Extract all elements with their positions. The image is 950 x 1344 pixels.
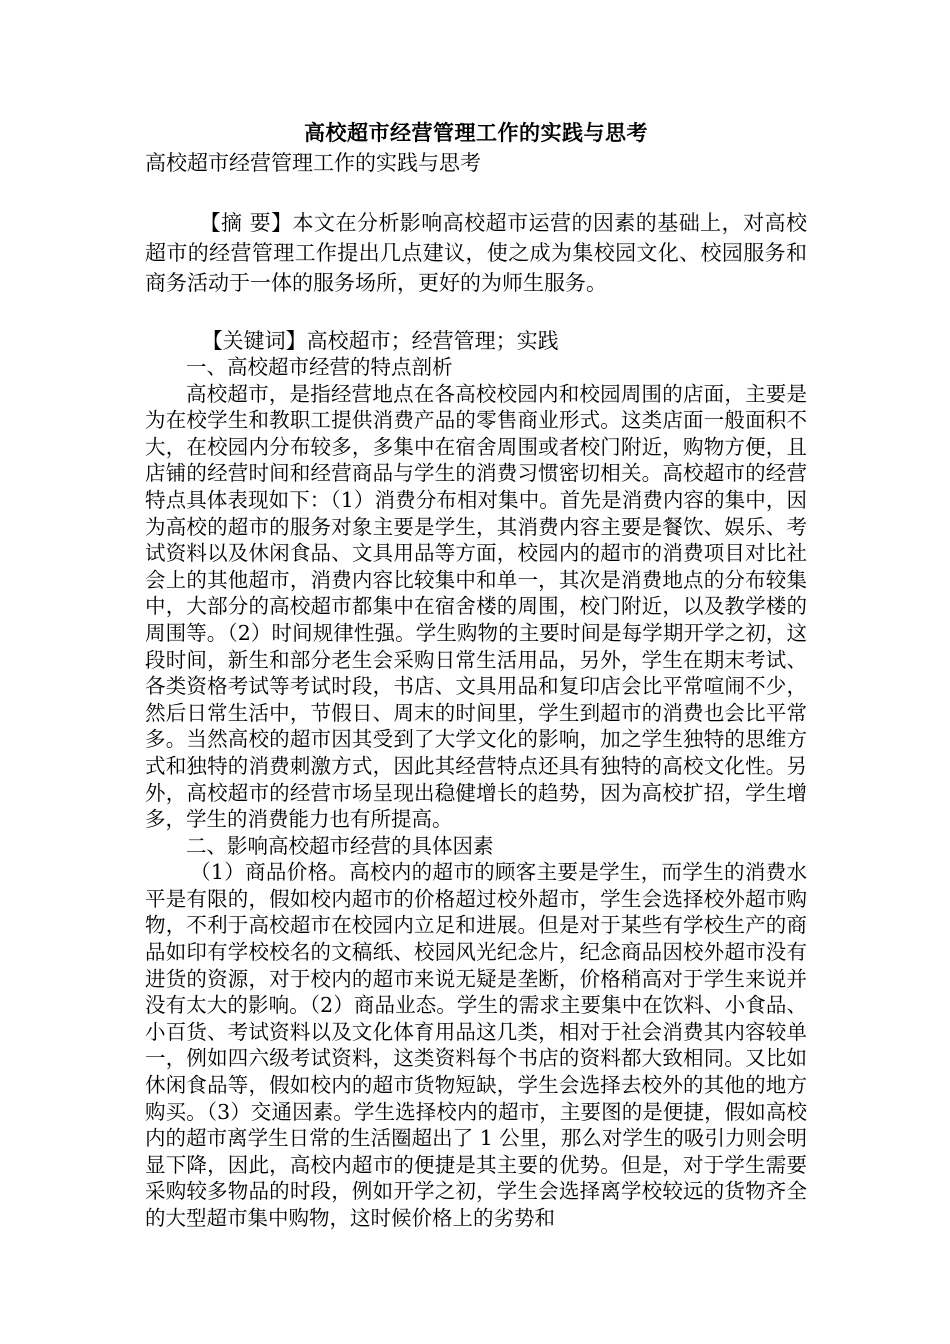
section-2-paragraph: （1）商品价格。高校内的超市的顾客主要是学生，而学生的消费水平是有限的，假如校内超市的价格超过校外超市，学生会选择校外超市购物，不利于高校超市在校园内立足和进展。但是对于某些有学校生产的商品如印有学校校名的文稿纸、校园风光纪念片，纪念商品因校外超市没有进货的资源，对于校内的超市来说无疑是垄断，价格稍高对于学生来说并没有太大的影响。（2）商品业态。学生的需求主要集中在饮料、小食品、小百货、考试资料以及文化体育用品这几类，相对于社会消费其内容较单一，例如四六级考试资料，这类资料每个书店的资料都大致相同。又比如休闲食品等，假如校内的超市货物短缺，学生会选择去校外的其他的地方购买。（3）交通因素。学生选择校内的超市，主要图的是便捷，假如高校内的超市离学生日常的生活圈超出了 1 公里，那么对学生的吸引力则会明显下降，因此，高校内超市的便捷是其主要的优势。但是，对于学生需要采购较多物品的时段，例如开学之初，学生会选择离学校较远的货物齐全的大型超市集中购物，这时候价格上的劣势和 [145, 860, 807, 1230]
section-heading-1: 一、高校超市经营的特点剖析 [186, 355, 453, 379]
abstract-paragraph: 【摘 要】本文在分析影响高校超市运营的因素的基础上，对高校超市的经营管理工作提出几点建议，使之成为集校园文化、校园服务和商务活动于一体的服务场所，更好的为师生服务。 [145, 211, 807, 295]
document-title: 高校超市经营管理工作的实践与思考 [304, 120, 648, 145]
document-subtitle: 高校超市经营管理工作的实践与思考 [145, 151, 481, 175]
blank-line [145, 298, 807, 328]
blank-line [145, 178, 807, 208]
document-page [145, 118, 807, 1232]
section-1-paragraph: 高校超市，是指经营地点在各高校校园内和校园周围的店面，主要是为在校学生和教职工提供消费产品的零售商业形式。这类店面一般面积不大，在校园内分布较多，多集中在宿舍周围或者校门附近，购物方便，且店铺的经营时间和经营商品与学生的消费习惯密切相关。高校超市的经营特点具体表现如下：（1）消费分布相对集中。首先是消费内容的集中，因为高校的超市的服务对象主要是学生，其消费内容主要是餐饮、娱乐、考试资料以及休闲食品、文具用品等方面，校园内的超市的消费项目对比社会上的其他超市，消费内容比较集中和单一，其次是消费地点的分布较集中，大部分的高校超市都集中在宿舍楼的周围，校门附近，以及教学楼的周围等。（2）时间规律性强。学生购物的主要时间是每学期开学之初，这段时间，新生和部分老生会采购日常生活用品，另外，学生在期末考试、各类资格考试等考试时段，书店、文具用品和复印店会比平常喧闹不少，然后日常生活中，节假日、周末的时间里，学生到超市的消费也会比平常多。当然高校的超市因其受到了大学文化的影响，加之学生独特的思维方式和独特的消费刺激方式，因此其经营特点还具有独特的高校文化性。另外，高校超市的经营市场呈现出稳健增长的趋势，因为高校扩招，学生增多，学生的消费能力也有所提高。 [145, 381, 807, 832]
section-heading-2: 二、影响高校超市经营的具体因素 [186, 833, 494, 858]
keywords-line: 【关键词】高校超市；经营管理；实践 [201, 329, 559, 353]
